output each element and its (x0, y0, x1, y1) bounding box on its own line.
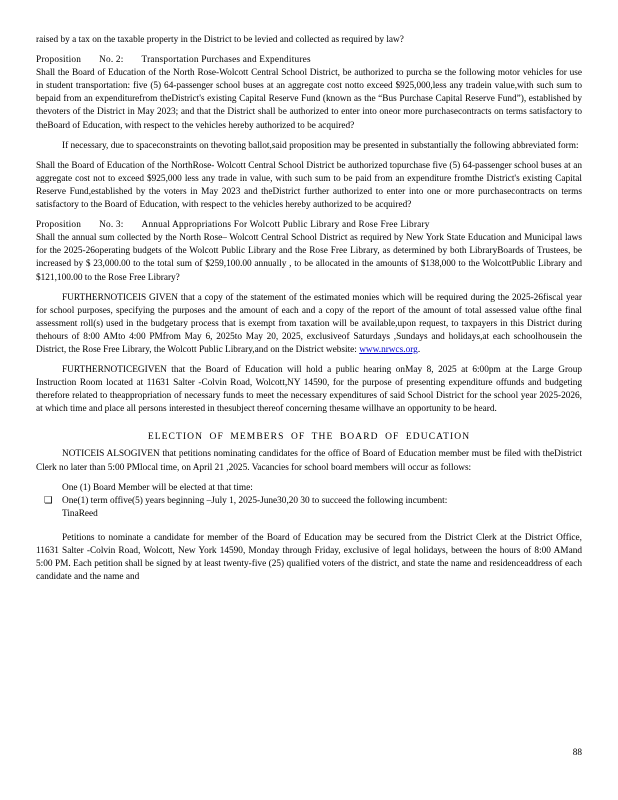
proposition-2-label: Proposition (36, 55, 82, 66)
proposition-2-heading (36, 54, 582, 67)
further-notice-1-tail: . (417, 344, 421, 355)
intro-line: raised by a tax on the taxable property in the District to be levied and collected as required by law? (36, 35, 404, 45)
section-heading-election: ELECTION OF MEMBERS OF THE BOARD OF EDUCATION (147, 432, 471, 443)
checkbox-icon: ❏ (44, 495, 53, 506)
proposition-2-body: Shall the Board of Education of the North Rose-Wolcott Central School District, be authorized to purcha se the following motor vehicles for use in student transportation: five (5) 64-passenger school buses at an aggregate cost notto exceed $925,000,less any tradein value,with such sum to bepaid from an expenditurefrom theDistrict's existing Capital Reserve Fund (known as the “Bus Purchase Capital Reserve Fund”), established by thevoters of the District in May 2023; and that the District shall be authorized to enter into oneor more purchasecontracts on terms satisfactory to theBoard of Education, with respect to the vehicles hereby authorized to be acquired? (36, 68, 582, 131)
notice-also-given: NOTICEIS ALSOGIVEN that petitions nominating candidates for the office of Board of Education member must be filed with theDistrict Clerk no later than 5:00 PMlocal time, on April 21 ,2025. Vacancies for school board members will occur as follows: (36, 449, 582, 473)
further-notice-1 (36, 292, 582, 357)
proposition-3-heading (36, 219, 582, 232)
further-notice-1-text: FURTHERNOTICEIS GIVEN that a copy of the statement of the estimated monies which will be required during the 2025-26fiscal year for school purposes, specifying the purposes and the amount of each and a copy of the report of the amount of total assessed value ofthe final assessment roll(s) used in the budgetary process that is exempt from taxation will be available,upon request, to taxpayers in this District during thehours of 8:00 AMto 4:00 PMfrom May 6, 2025to May 20, 2025, exclusiveof Saturdays ,Sundays and holidays,at each schoolhousein the District, the Rose Free Library, the Wolcott Public Library,and on the District website: (36, 292, 582, 355)
proposition-2-abbreviated: Shall the Board of Education of the NorthRose- Wolcott Central School District be authorized topurchase five (5) 64-passenger school buses at an aggregate cost not to exceed $925,000 less any trade in value, with such sum to be paid from an expenditure fromthe District's existing Capital Reserve Fund,established by the voters in May 2023 and theDistrict further authorized to enter into one or more purchasecontracts on terms satisfactory to the Board of Education, with respect to the vehicles hereby authorized to be acquired? (36, 160, 582, 211)
vacancy-intro: One (1) Board Member will be elected at that time: (62, 482, 253, 493)
proposition-3-title: Annual Appropriations For Wolcott Public Library and Rose Free Library (141, 220, 430, 231)
proposition-3-label: Proposition (36, 220, 82, 231)
proposition-2-note: If necessary, due to spaceconstraints on thevoting ballot,said proposition may be presented in substantially the following abbreviated form: (62, 140, 579, 151)
vacancy-term-text: One(1) term offive(5) years beginning –July 1, 2025-June30,20 30 to succeed the following incumbent: (62, 495, 448, 506)
district-website-link[interactable]: www.nrwcs.org (359, 344, 418, 355)
proposition-3-body: Shall the annual sum collected by the North Rose– Wolcott Central School District as required by New York State Education and Municipal laws for the 2025-26operating budgets of the Wolcott Public Library and the Rose Free Library, as determined by both LibraryBoards of Trustees, be increased by $ 23,000.00 to the total sum of $259,100.00 annually , to be allocated in the amounts of $138,000 to the WolcottPublic Library and $121,100.00 to the Rose Free Library? (36, 233, 582, 283)
petition-paragraph: Petitions to nominate a candidate for member of the Board of Education may be secured from the District Clerk at the District Office, 11631 Salter -Colvin Road, Wolcott, New York 14590, Monday through Friday, exclusive of legal holidays, between the hours of 8:00 AMand 5:00 PM. Each petition shall be signed by at least twenty-five (25) qualified voters of the district, and state the name and residenceaddress of each candidate and the name and (36, 532, 582, 583)
proposition-2-title: Transportation Purchases and Expenditures (141, 55, 311, 66)
page-number: 88 (572, 748, 582, 758)
proposition-3-number: No. 3: (99, 220, 124, 231)
further-notice-2: FURTHERNOTICEGIVEN that the Board of Education will hold a public hearing onMay 8, 2025 at 6:00pm at the Large Group Instruction Room located at 11631 Salter -Colvin Road, Wolcott,NY 14590, for the purpose of presenting expenditure offunds and budgeting therefore related to theappropriation of necessary funds to meet the necessary expenditures of said School District for the school year 2025-2026, at which time and place all persons interested in thesubject thereof concerning thesame willhave an opportunity to be heard. (36, 365, 582, 415)
proposition-2-number: No. 2: (99, 55, 124, 66)
vacancy-list-item (36, 495, 582, 508)
vacancy-incumbent: TinaReed (62, 508, 98, 519)
